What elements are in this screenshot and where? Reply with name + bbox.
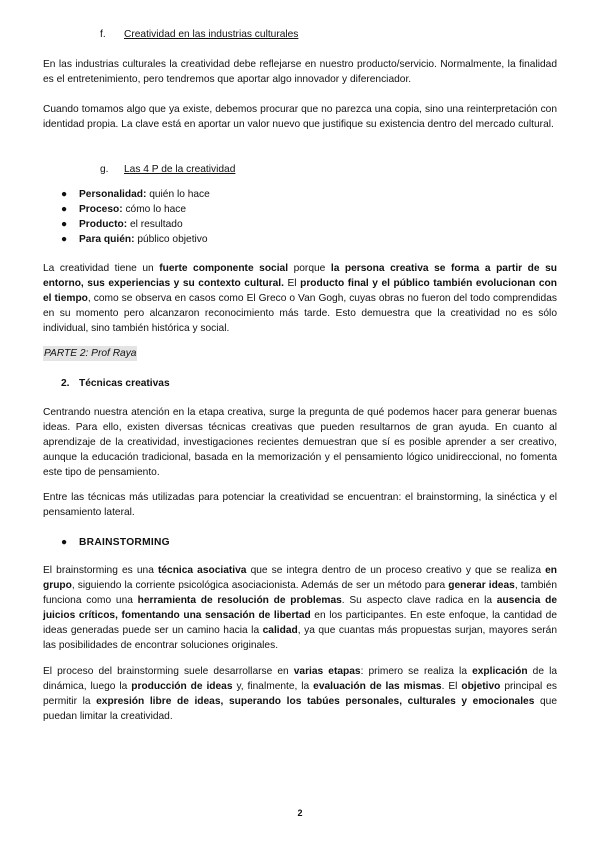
- list-item: ● Personalidad: quién lo hace: [61, 189, 210, 200]
- section-f-paragraph-2: Cuando tomamos algo que ya existe, debemos procurar que no parezca una copia, sino una reinterpretación con identidad propia. La clave está en aportar un valor nuevo que justifique su existencia dentro del mercado cultural.: [43, 104, 557, 130]
- heading-label: f.: [100, 29, 106, 40]
- brainstorming-paragraph-1: El brainstorming es una técnica asociativa que se integra dentro de un proceso creativo y que se realiza en grupo, siguiendo la corriente psicológica asociacionista. Además de ser un método para generar ideas, también funciona como una herramienta de resolución de problemas. Su aspecto clave radica en la ausencia de juicios críticos, fomentando una sensación de libertad en los participantes. En este enfoque, la cantidad de ideas generadas puede ser un camino hacia la calidad, ya que cuantas más propuestas surjan, mayores serán las posibilidades de encontrar soluciones originales.: [43, 565, 558, 651]
- list-item: ● Proceso: cómo lo hace: [61, 204, 187, 215]
- section-g-paragraph: La creatividad tiene un fuerte componente social porque la persona creativa se forma a partir de su entorno, sus experiencias y su contexto cultural. El producto final y el público también evolucionan con el tiempo, como se observa en casos como El Greco o Van Gogh, cuyas obras no fueron del todo comprendidas en su momento pero alcanzaron reconocimiento más tarde. Esto demuestra que la creatividad no es sólo individual, sino también histórica y social.: [43, 263, 557, 334]
- heading-title: BRAINSTORMING: [79, 537, 170, 548]
- heading-title: Técnicas creativas: [79, 378, 170, 389]
- bullet-icon: ●: [61, 204, 68, 215]
- section-f-paragraph-1: En las industrias culturales la creatividad debe reflejarse en nuestro producto/servicio. Normalmente, la finalidad es el entretenimiento, pero tendremos que aportar algo innovador y diferenciador.: [43, 59, 557, 85]
- part-2-label: PARTE 2: Prof Raya: [44, 348, 137, 359]
- section-2-paragraph-1: Centrando nuestra atención en la etapa creativa, surge la pregunta de qué podemos hacer para generar buenas ideas. Para ello, existen diversas técnicas creativas que pueden resultarnos de gran ayuda. En cuanto al aprendizaje de la creatividad, investigaciones recientes demuestran que sí es posible aprender a ser creativo, aunque la educación tradicional, basada en la memorización y el pensamiento lógico unidireccional, no fomenta este tipo de pensamiento.: [43, 407, 557, 478]
- bullet-icon: ●: [61, 234, 68, 245]
- heading-label: g.: [100, 164, 109, 175]
- bullet-icon: ●: [61, 537, 68, 548]
- heading-section-2: [61, 376, 170, 391]
- heading-brainstorming: [61, 535, 170, 550]
- heading-title: Creatividad en las industrias culturales: [124, 29, 299, 40]
- heading-section-g: [100, 162, 235, 177]
- list-item: ● Producto: el resultado: [61, 219, 183, 230]
- list-item: ● Para quién: público objetivo: [61, 234, 208, 245]
- four-p-list: [43, 187, 210, 247]
- brainstorming-paragraph-2: El proceso del brainstorming suele desarrollarse en varias etapas: primero se realiza la explicación de la dinámica, luego la producción de ideas y, finalmente, la evaluación de las mismas. El objetivo principal es permitir la expresión libre de ideas, superando los tabúes personales, culturales y emocionales que puedan limitar la creatividad.: [43, 666, 558, 722]
- bullet-icon: ●: [61, 219, 68, 230]
- section-2-paragraph-2: Entre las técnicas más utilizadas para potenciar la creatividad se encuentran: el brainstorming, la sinéctica y el pensamiento lateral.: [43, 492, 557, 518]
- bullet-icon: ●: [61, 189, 68, 200]
- heading-section-f: [100, 27, 298, 42]
- page-number: 2: [297, 808, 303, 818]
- heading-number: 2.: [61, 378, 70, 389]
- heading-title: Las 4 P de la creatividad: [124, 164, 236, 175]
